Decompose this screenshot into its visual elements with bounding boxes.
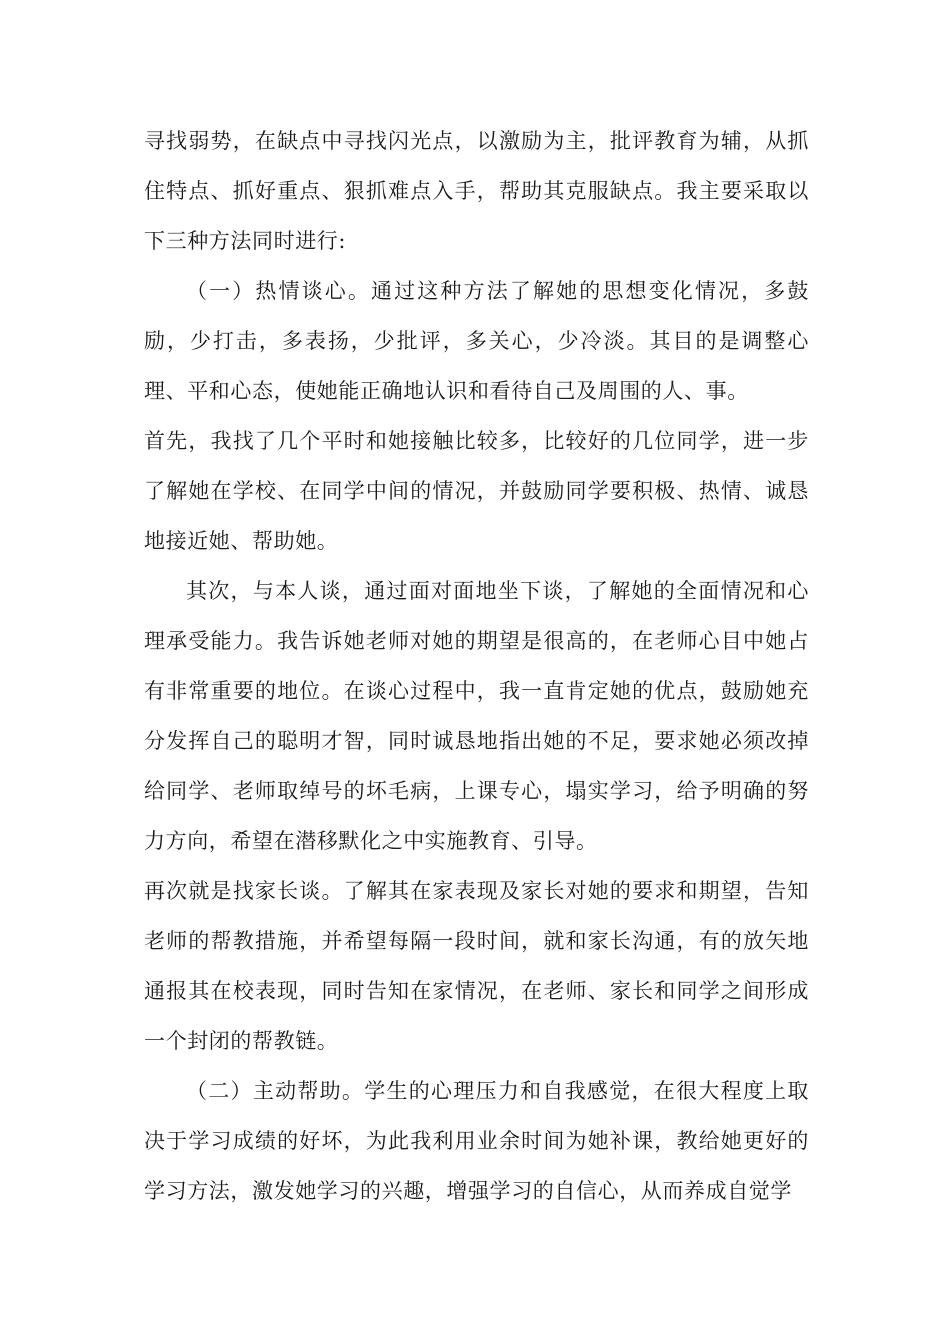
paragraph: 再次就是找家长谈。了解其在家表现及家长对她的要求和期望，告知老师的帮教措施，并希望每隔一段时间，就和家长沟通，有的放矢地通报其在校表现，同时告知在家情况，在老师、家长和同学之间形成一个封闭的帮教链。 [144, 879, 809, 1053]
paragraph: 寻找弱势，在缺点中寻找闪光点，以激励为主，批评教育为辅，从抓住特点、抓好重点、狠抓难点入手，帮助其克服缺点。我主要采取以下三种方法同时进行: [144, 129, 809, 253]
paragraph: 首先，我找了几个平时和她接触比较多，比较好的几位同学，进一步了解她在学校、在同学中间的情况，并鼓励同学要积极、热情、诚恳地接近她、帮助她。 [144, 429, 809, 553]
paragraph: 其次，与本人谈，通过面对面地坐下谈，了解她的全面情况和心理承受能力。我告诉她老师对她的期望是很高的，在老师心目中她占有非常重要的地位。在谈心过程中，我一直肯定她的优点，鼓励她充分发挥自己的聪明才智，同时诚恳地指出她的不足，要求她必须改掉给同学、老师取绰号的坏毛病，上课专心，塌实学习，给予明确的努力方向，希望在潜移默化之中实施教育、引导。 [144, 579, 809, 853]
document-body [144, 116, 809, 1216]
paragraph: （一）热情谈心。通过这种方法了解她的思想变化情况，多鼓励，少打击，多表扬，少批评，多关心，少冷淡。其目的是调整心理、平和心态，使她能正确地认识和看待自己及周围的人、事。 [144, 279, 809, 403]
paragraph: （二）主动帮助。学生的心理压力和自我感觉，在很大程度上取决于学习成绩的好坏，为此我利用业余时间为她补课，教给她更好的学习方法，激发她学习的兴趣，增强学习的自信心，从而养成自觉学 [144, 1079, 809, 1203]
